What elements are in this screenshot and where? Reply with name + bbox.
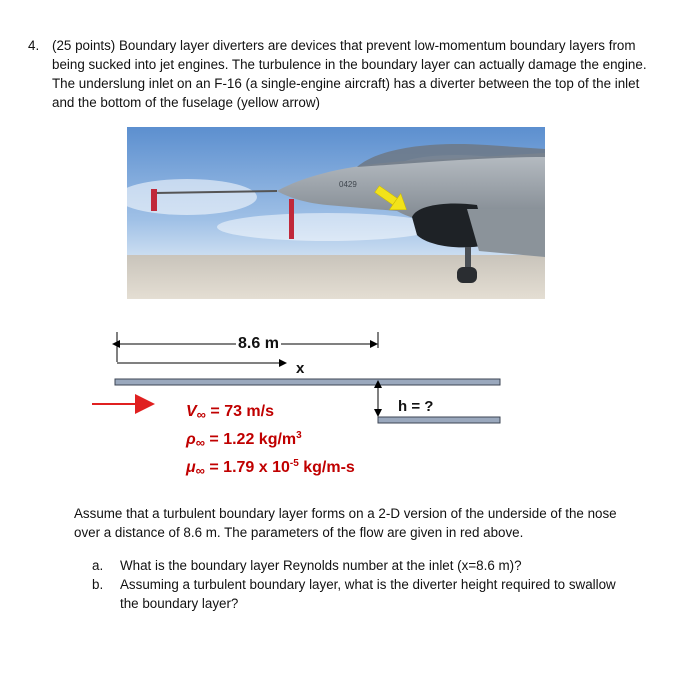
problem-text: (25 points) Boundary layer diverters are devices that prevent low-momentum boundary layers from being sucked into jet engines. The turbulence in the boundary layer can actually damage the engine. The underslung inlet on an F-16 (a single-engine aircraft) has a diverter between the top of the inlet and the bottom of the fuselage (yellow arrow) (52, 38, 647, 110)
question-list (92, 556, 632, 613)
question-text: Assuming a turbulent boundary layer, what is the diverter height required to swallow the boundary layer? (120, 577, 616, 611)
density-param (186, 425, 355, 453)
tail-number: 0429 (339, 180, 357, 189)
assumption-text: Assume that a turbulent boundary layer forms on a 2-D version of the underside of the nose over a distance of 8.6 m. The parameters of the flow are given in red above. (74, 506, 617, 540)
lower-fuselage (467, 209, 545, 257)
viscosity-exponent: -5 (289, 458, 299, 469)
question-label: a. (92, 558, 104, 573)
density-subscript: ∞ (195, 435, 205, 450)
cloud (217, 213, 437, 241)
velocity-symbol: V (186, 403, 197, 420)
x-label: x (296, 360, 305, 377)
velocity-param (186, 401, 355, 425)
plate-lower (378, 417, 500, 423)
distance-label: 8.6 m (238, 335, 279, 352)
h-label: h = ? (398, 398, 434, 415)
velocity-subscript: ∞ (196, 407, 206, 422)
remove-tag (289, 199, 294, 239)
f16-photo (127, 127, 545, 299)
question-b (92, 575, 632, 613)
flow-parameters (186, 401, 355, 481)
problem-number: 4. (28, 38, 40, 53)
viscosity-subscript: ∞ (195, 463, 205, 478)
question-label: b. (92, 577, 104, 592)
density-symbol: ρ (186, 431, 196, 448)
viscosity-symbol: μ (186, 459, 196, 476)
remove-tag (151, 189, 157, 211)
viscosity-param (186, 453, 355, 481)
viscosity-value: = 1.79 x 10 (204, 459, 290, 476)
viscosity-units: kg/m-s (298, 459, 355, 476)
wheel (457, 267, 477, 283)
ground (127, 255, 545, 299)
problem-statement (28, 36, 648, 112)
density-value: = 1.22 kg/m (204, 431, 297, 448)
question-text: What is the boundary layer Reynolds number at the inlet (x=8.6 m)? (120, 558, 522, 573)
f16-photo-illustration (127, 127, 545, 299)
density-exponent: 3 (296, 430, 302, 441)
velocity-value: = 73 m/s (205, 403, 274, 420)
plate-upper (115, 379, 500, 385)
question-a (92, 556, 632, 575)
